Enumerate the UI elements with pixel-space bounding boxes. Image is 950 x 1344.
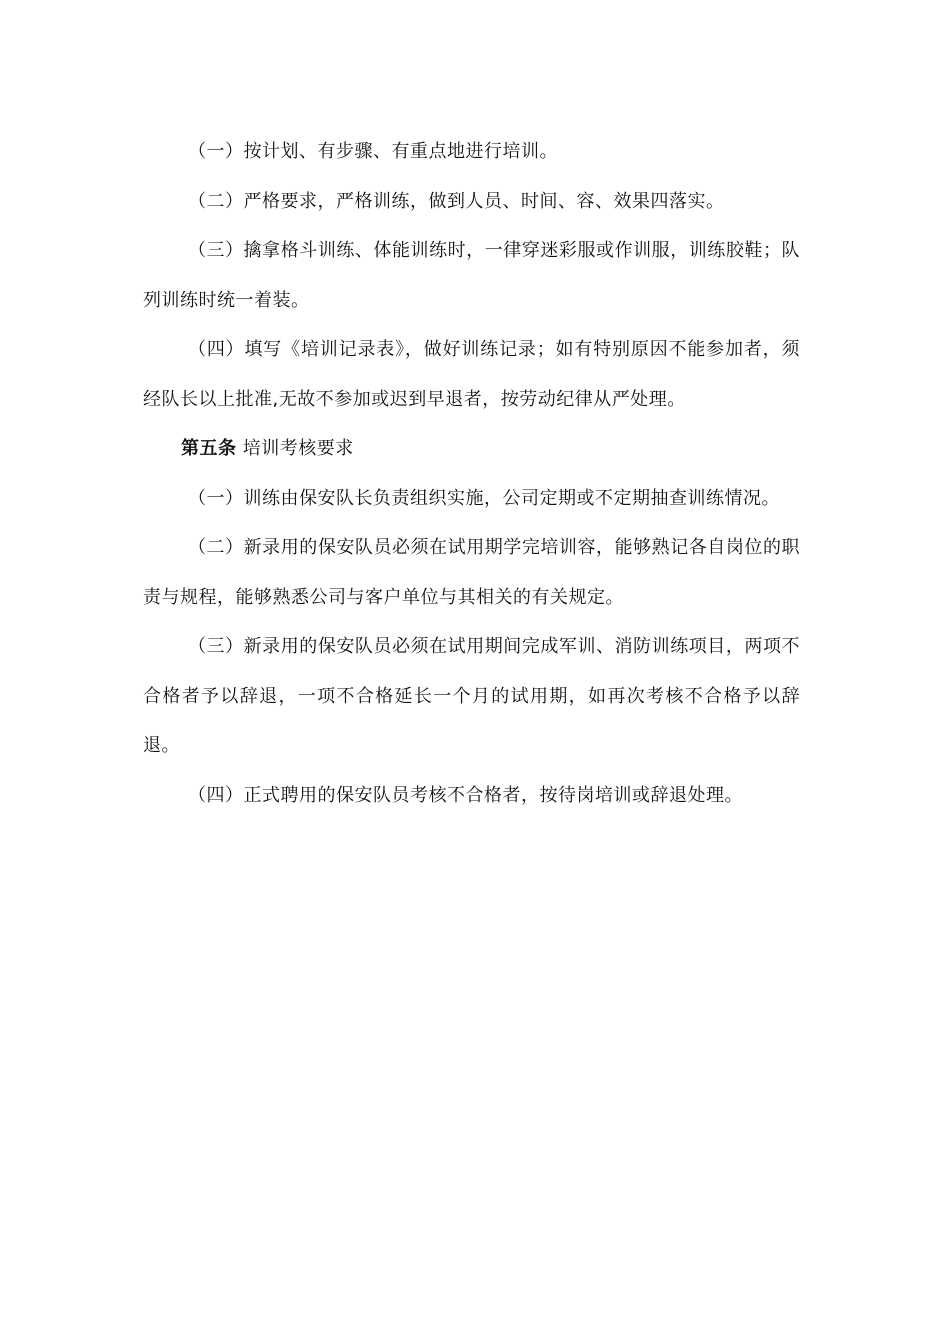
article-title: 培训考核要求 xyxy=(242,438,354,459)
paragraph-article5-1: （一）训练由保安队长负责组织实施，公司定期或不定期抽查训练情况。 xyxy=(188,487,780,509)
paragraph-article5-4: （四）正式聘用的保安队员考核不合格者，按待岗培训或辞退处理。 xyxy=(188,784,743,806)
paragraph-prev-1: （一）按计划、有步骤、有重点地进行培训。 xyxy=(188,141,558,162)
paragraph-prev-3: （三）擒拿格斗训练、体能训练时，一律穿迷彩服或作训服，训练胶鞋；队列训练时统一着装。 xyxy=(143,240,800,311)
article-heading xyxy=(143,424,800,474)
paragraph-prev-2: （二）严格要求，严格训练，做到人员、时间、容、效果四落实。 xyxy=(188,190,725,212)
paragraph-prev-4: （四）填写《培训记录表》，做好训练记录；如有特别原因不能参加者，须经队长以上批准,无故不参加或迟到早退者，按劳动纪律从严处理。 xyxy=(143,339,800,410)
paragraph-article5-2: （二）新录用的保安队员必须在试用期学完培训容，能够熟记各自岗位的职责与规程，能够熟悉公司与客户单位与其相关的有关规定。 xyxy=(143,537,800,608)
paragraph-article5-3: （三）新录用的保安队员必须在试用期间完成军训、消防训练项目，两项不合格者予以辞退，一项不合格延长一个月的试用期，如再次考核不合格予以辞退。 xyxy=(143,636,800,756)
article-label: 第五条 xyxy=(181,438,237,459)
